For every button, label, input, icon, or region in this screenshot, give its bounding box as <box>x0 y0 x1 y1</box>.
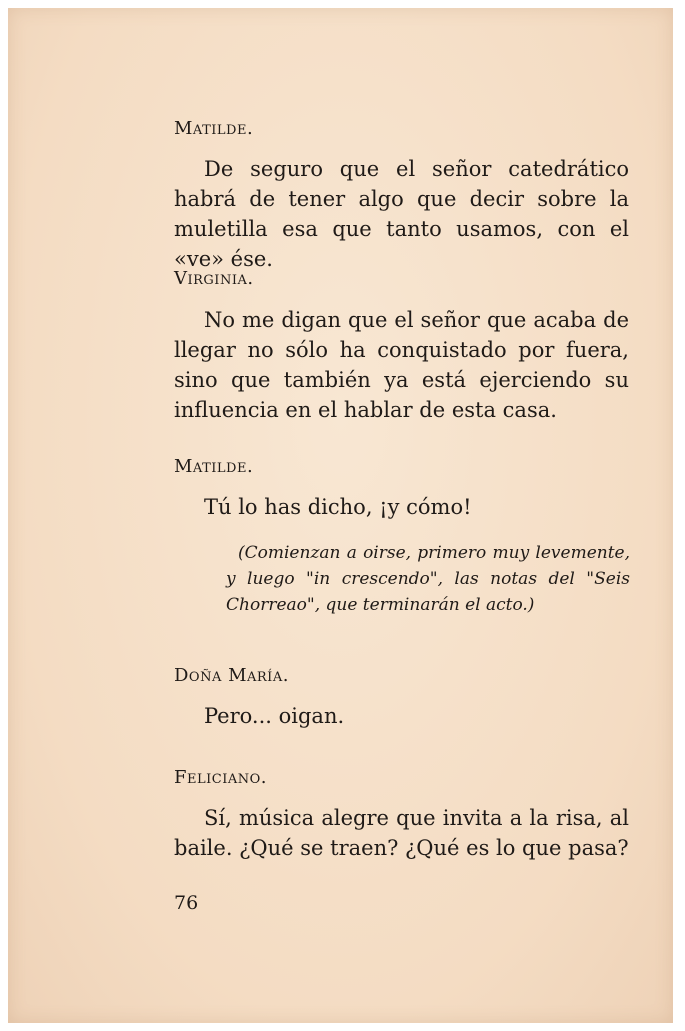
stage-direction: (Comienzan a oirse, primero muy levemente, y luego "in crescendo", las notas del "Seis Chorreao", que terminarán el acto.) <box>226 543 630 615</box>
speaker-virginia: Virginia. <box>174 268 254 289</box>
speaker-dona-maria: Doña María. <box>174 665 289 686</box>
dialogue-line: Pero... oigan. <box>204 704 345 728</box>
dialogue-line: Tú lo has dicho, ¡y cómo! <box>204 495 472 519</box>
dialogue-line: Sí, música alegre que invita a la risa, al baile. ¿Qué se traen? ¿Qué es lo que pasa? <box>174 806 629 860</box>
dialogue-line: De seguro que el señor catedrático habrá de tener algo que decir sobre la muletilla esa que tanto usamos, con el «ve» ése. <box>174 157 629 271</box>
speaker-feliciano: Feliciano. <box>174 767 267 788</box>
book-page <box>8 8 673 1023</box>
page-number: 76 <box>174 892 199 914</box>
speaker-matilde: Matilde. <box>174 118 254 139</box>
speaker-matilde: Matilde. <box>174 456 254 477</box>
dialogue-line: No me digan que el señor que acaba de llegar no sólo ha conquistado por fuera, sino que también ya está ejerciendo su influencia en el hablar de esta casa. <box>174 308 629 422</box>
